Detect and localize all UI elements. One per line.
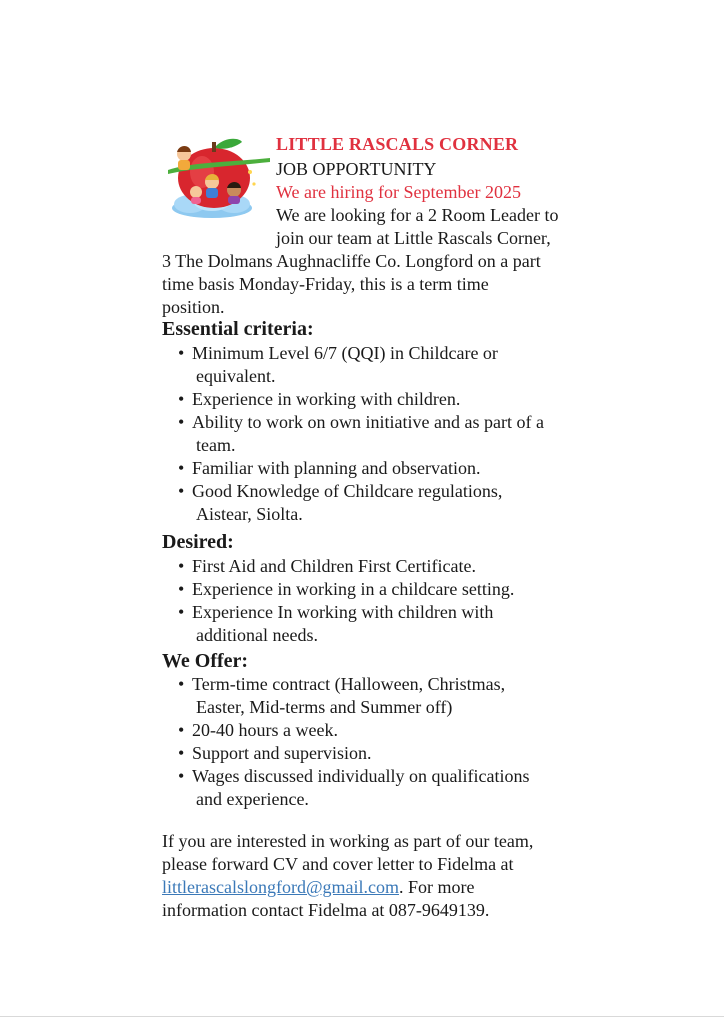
list-item-text: Support and supervision.: [192, 743, 372, 763]
list-item-text: Aistear, Siolta.: [196, 504, 303, 524]
bullet: •: [178, 343, 185, 363]
bullet: •: [178, 412, 185, 432]
bullet: •: [178, 720, 185, 740]
desired-heading: Desired:: [162, 531, 234, 553]
list-item: [178, 673, 618, 719]
hiring-date-heading: We are hiring for September 2025: [276, 182, 521, 202]
bullet: •: [178, 743, 185, 763]
bullet: •: [178, 602, 185, 622]
list-item-text: Experience in working in a childcare setting.: [192, 579, 515, 599]
intro-line: join our team at Little Rascals Corner,: [276, 228, 551, 248]
list-item: [178, 480, 618, 526]
essential-criteria-list: [178, 342, 618, 526]
list-item-text: Familiar with planning and observation.: [192, 458, 481, 478]
contact-line: [162, 876, 642, 899]
contact-line: information contact Fidelma at 087-9649139.: [162, 900, 490, 920]
list-item-text: additional needs.: [196, 625, 318, 645]
list-item-text: Experience in working with children.: [192, 389, 461, 409]
intro-line: We are looking for a 2 Room Leader to: [276, 205, 559, 225]
school-name-heading: LITTLE RASCALS CORNER: [276, 134, 519, 154]
desired-list: [178, 555, 618, 647]
bullet: •: [178, 458, 185, 478]
list-item-text: Ability to work on own initiative and as part of a: [192, 412, 544, 432]
intro-paragraph: [162, 204, 632, 319]
scan-edge-divider: [0, 1016, 724, 1017]
bullet: •: [178, 389, 185, 409]
list-item: [178, 578, 618, 601]
list-item-text: Good Knowledge of Childcare regulations,: [192, 481, 503, 501]
list-item: [178, 457, 618, 480]
contact-paragraph: [162, 830, 642, 922]
list-item: [178, 555, 618, 578]
contact-line: If you are interested in working as part of our team,: [162, 831, 534, 851]
list-item: [178, 411, 618, 457]
list-item-text: Experience In working with children with: [192, 602, 494, 622]
list-item-text: equivalent.: [196, 366, 276, 386]
bullet: •: [178, 674, 185, 694]
list-item: [178, 601, 618, 647]
list-item: [178, 342, 618, 388]
bullet: •: [178, 556, 185, 576]
contact-line-rest: . For more: [399, 877, 475, 897]
list-item-text: and experience.: [196, 789, 309, 809]
essential-criteria-heading: Essential criteria:: [162, 318, 314, 340]
list-item-text: team.: [196, 435, 236, 455]
list-item: [178, 765, 618, 811]
list-item-text: Easter, Mid-terms and Summer off): [196, 697, 453, 717]
list-item-text: Term-time contract (Halloween, Christmas,: [192, 674, 506, 694]
email-link[interactable]: littlerascalslongford@gmail.com: [162, 877, 400, 897]
list-item-text: First Aid and Children First Certificate.: [192, 556, 476, 576]
list-item: [178, 719, 618, 742]
we-offer-heading: We Offer:: [162, 650, 249, 672]
intro-line: time basis Monday-Friday, this is a term time: [162, 274, 489, 294]
list-item: [178, 742, 618, 765]
contact-line: please forward CV and cover letter to Fidelma at: [162, 854, 514, 874]
bullet: •: [178, 481, 185, 501]
list-item-text: Minimum Level 6/7 (QQI) in Childcare or: [192, 343, 498, 363]
list-item-text: Wages discussed individually on qualifications: [192, 766, 530, 786]
we-offer-list: [178, 673, 618, 811]
intro-line: position.: [162, 297, 225, 317]
bullet: •: [178, 579, 185, 599]
bullet: •: [178, 766, 185, 786]
list-item-text: 20-40 hours a week.: [192, 720, 338, 740]
intro-line: 3 The Dolmans Aughnacliffe Co. Longford on a part: [162, 251, 541, 271]
list-item: [178, 388, 618, 411]
job-opportunity-heading: JOB OPPORTUNITY: [276, 159, 437, 179]
